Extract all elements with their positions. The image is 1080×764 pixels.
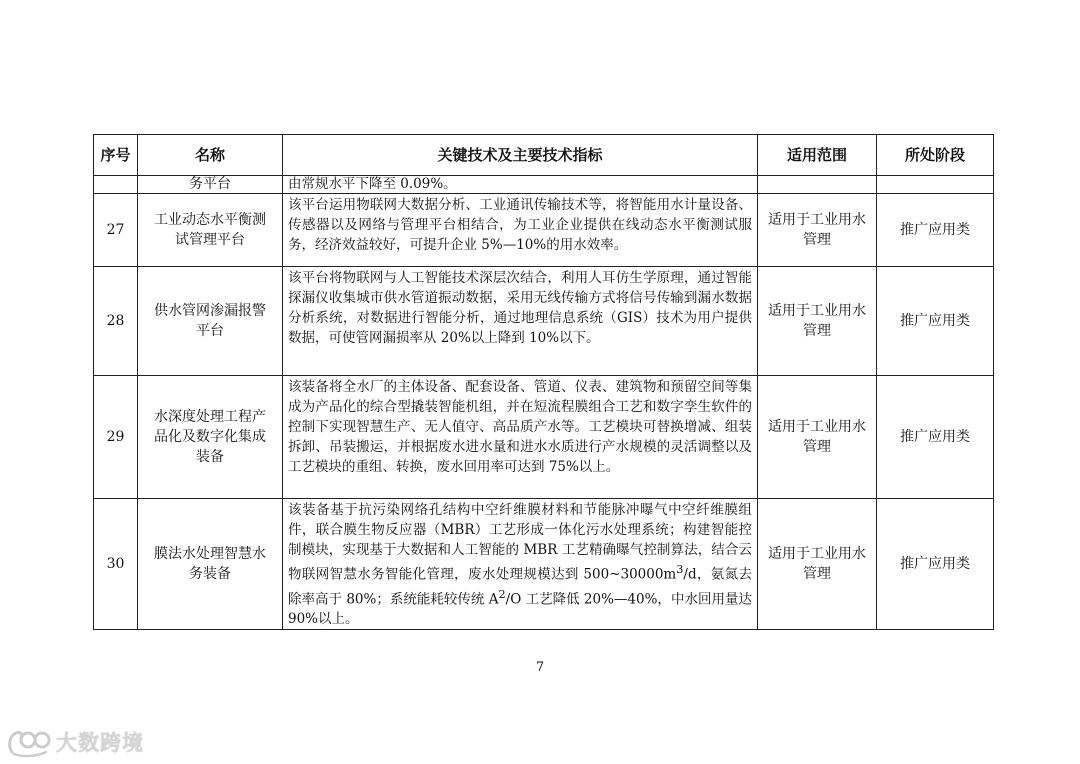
table-row bbox=[94, 499, 994, 630]
cell-stage: 推广应用类 bbox=[877, 194, 994, 267]
cell-tech: 该平台运用物联网大数据分析、工业通讯传输技术等，将智能用水计量设备、传感器以及网络与管理平台相结合，为工业企业提供在线动态水平衡测试服务，经济效益较好，可提升企业 5%—10%的用水效率。 bbox=[283, 194, 758, 267]
cell-scope: 适用于工业用水管理 bbox=[758, 194, 877, 267]
watermark bbox=[6, 722, 144, 762]
cell-index: 27 bbox=[94, 194, 138, 267]
cell-scope: 适用于工业用水管理 bbox=[758, 499, 877, 630]
cell-index: 29 bbox=[94, 376, 138, 499]
header-name: 名称 bbox=[138, 135, 283, 176]
cell-stage bbox=[877, 176, 994, 194]
brand-logo-icon bbox=[6, 726, 52, 758]
tech-text-part: /d，氨氮去除率高于 80%；系统能耗较传统 A bbox=[288, 566, 752, 607]
tech-text-part: /O 工艺降低 20%—40%，中水回用量达 90%以上。 bbox=[288, 591, 752, 627]
cell-tech: 由常规水平下降至 0.09%。 bbox=[283, 176, 758, 194]
cell-stage: 推广应用类 bbox=[877, 376, 994, 499]
cell-tech: 该装备将全水厂的主体设备、配套设备、管道、仪表、建筑物和预留空间等集成为产品化的综合型撬装智能机组，并在短流程膜组合工艺和数字孪生软件的控制下实现智慧生产、无人值守、高品质产水等。工艺模块可替换增减、组装拆卸、吊装搬运，并根据废水进水量和进水水质进行产水规模的灵活调整以及工艺模块的重组、转换，废水回用率可达到 75%以上。 bbox=[283, 376, 758, 499]
header-index: 序号 bbox=[94, 135, 138, 176]
header-tech: 关键技术及主要技术指标 bbox=[283, 135, 758, 176]
unit-superscript: 3 bbox=[676, 563, 684, 576]
table-row bbox=[94, 267, 994, 376]
cell-tech bbox=[283, 499, 758, 630]
cell-index bbox=[94, 176, 138, 194]
table-row-continuation bbox=[94, 176, 994, 194]
cell-index: 30 bbox=[94, 499, 138, 630]
table-header-row bbox=[94, 135, 994, 176]
cell-index: 28 bbox=[94, 267, 138, 376]
cell-name: 供水管网渗漏报警平台 bbox=[138, 267, 283, 376]
cell-name: 膜法水处理智慧水务装备 bbox=[138, 499, 283, 630]
cell-stage: 推广应用类 bbox=[877, 267, 994, 376]
cell-scope bbox=[758, 176, 877, 194]
process-superscript: 2 bbox=[498, 587, 506, 601]
tech-text-part: 该装备基于抗污染网络孔结构中空纤维膜材料和节能脉冲曝气中空纤维膜组件，联合膜生物反应器（MBR）工艺形成一体化污水处理系统；构建智能控制模块，实现基于大数据和人工智能的 MBR 工艺精确曝气控制算法，结合云物联网智慧水务智能化管理，废水处理规模达到 500~30000m bbox=[288, 502, 752, 583]
cell-tech: 该平台将物联网与人工智能技术深层次结合，利用人耳仿生学原理，通过智能探漏仪收集城市供水管道振动数据，采用无线传输方式将信号传输到漏水数据分析系统，对数据进行智能分析，通过地理信息系统（GIS）技术为用户提供数据，可使管网漏损率从 20%以上降到 10%以下。 bbox=[283, 267, 758, 376]
cell-scope: 适用于工业用水管理 bbox=[758, 267, 877, 376]
cell-name: 务平台 bbox=[138, 176, 283, 194]
header-stage: 所处阶段 bbox=[877, 135, 994, 176]
cell-stage: 推广应用类 bbox=[877, 499, 994, 630]
header-scope: 适用范围 bbox=[758, 135, 877, 176]
cell-scope: 适用于工业用水管理 bbox=[758, 376, 877, 499]
cell-name: 工业动态水平衡测试管理平台 bbox=[138, 194, 283, 267]
cell-name: 水深度处理工程产品化及数字化集成装备 bbox=[138, 376, 283, 499]
technology-table bbox=[93, 134, 994, 630]
watermark-text: 大数跨境 bbox=[56, 731, 144, 755]
page-number: 7 bbox=[535, 660, 545, 675]
table-row bbox=[94, 194, 994, 267]
table-row bbox=[94, 376, 994, 499]
